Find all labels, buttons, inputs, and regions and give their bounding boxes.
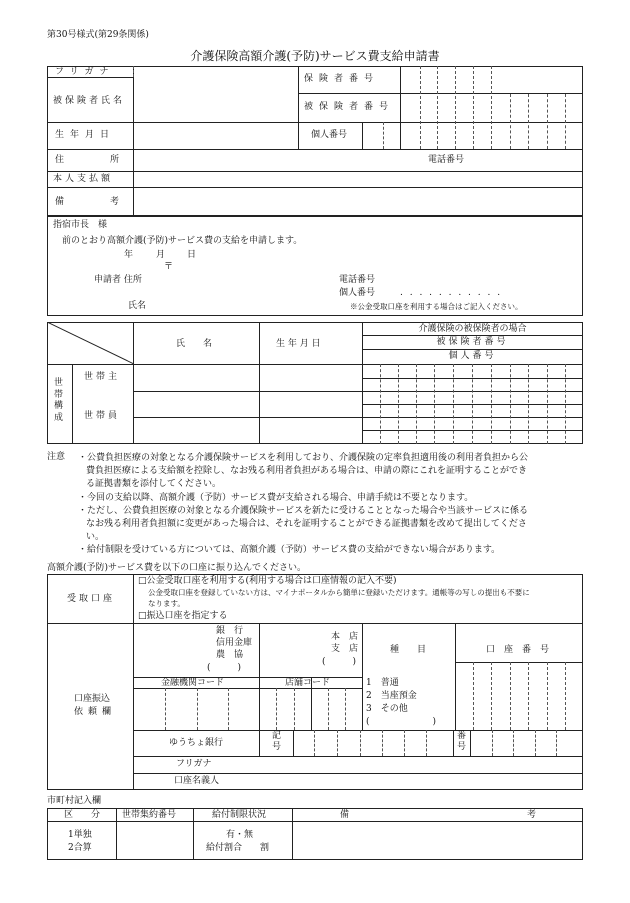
col-personal-no-header: 個人番号 bbox=[448, 351, 497, 361]
month-label: 月 bbox=[156, 250, 166, 260]
transfer-request-label-2: 依頼欄 bbox=[74, 707, 117, 717]
bank-type-shinkin: 信用金庫 bbox=[216, 638, 253, 648]
branch-name-field[interactable] bbox=[260, 624, 326, 677]
application-statement: 前のとおり高額介護(予防)サービス費の支給を申請します。 bbox=[62, 236, 303, 246]
kubun-combined: 2合算 bbox=[68, 843, 92, 853]
branch-type-main: 本 店 bbox=[331, 632, 359, 642]
branch-type-branch: 支 店 bbox=[331, 644, 359, 654]
account-holder-field[interactable] bbox=[260, 774, 583, 790]
insurer-number-field[interactable] bbox=[400, 67, 583, 93]
col-name-header: 氏 名 bbox=[176, 339, 213, 349]
account-kind-ordinary[interactable]: 1 普通 bbox=[366, 678, 399, 688]
address-field[interactable] bbox=[134, 150, 424, 171]
col-kubun-header: 区 分 bbox=[64, 810, 101, 820]
notes-list bbox=[78, 452, 583, 558]
postal-mark: 〒 bbox=[164, 262, 174, 272]
household-head-label: 世帯主 bbox=[84, 372, 121, 382]
public-account-note-2: なります。 bbox=[148, 599, 185, 608]
col-biko-header-2: 考 bbox=[527, 810, 537, 820]
bank-type-paren: ( ) bbox=[207, 663, 242, 673]
branch-type-paren: ( ) bbox=[322, 657, 357, 667]
col-kyufu-header: 給付制限状況 bbox=[212, 810, 267, 820]
applicant-personal-no-label: 個人番号 bbox=[339, 288, 376, 298]
institution-code-label: 金融機関コード bbox=[161, 678, 225, 688]
receive-account-label: 受取口座 bbox=[67, 594, 116, 604]
furigana-label: フリガナ bbox=[55, 67, 115, 77]
remarks-label: 備考 bbox=[55, 197, 166, 207]
branch-code-label: 店舗コード bbox=[285, 678, 331, 688]
insured-name-label: 被保険者氏名 bbox=[53, 96, 126, 106]
insured-number-label: 被保険者番号 bbox=[304, 102, 395, 112]
household-composition-label: 世帯構成 bbox=[54, 378, 64, 424]
account-holder-kana-label: フリガナ bbox=[176, 759, 212, 769]
year-label: 年 bbox=[124, 250, 134, 260]
account-holder-kana-field[interactable] bbox=[260, 757, 583, 773]
account-kind-other-paren: ( ) bbox=[366, 717, 437, 727]
mayor-addressee: 指宿市長 様 bbox=[53, 220, 108, 230]
specify-account-option[interactable]: □振込口座を指定する bbox=[138, 611, 228, 621]
office-use-label: 市町村記入欄 bbox=[47, 796, 102, 806]
applicant-phone-label: 電話番号 bbox=[339, 275, 376, 285]
note-1: ・公費負担医療の対象となる介護保険サービスを利用しており、介護保険の定率負担適用後の利用者負担から公 費負担医療による支給額を控除し、なお残る利用者負担がある場合は、申請の際にこれを証明することができ る証拠書類を添付してください。 bbox=[78, 453, 529, 490]
public-account-option[interactable]: □公金受取口座を利用する(利用する場合は口座情報の記入不要) bbox=[138, 576, 397, 586]
form-title: 介護保険高額介護(予防)サービス費支給申請書 bbox=[190, 49, 440, 63]
kyufu-yes-no: 有・無 bbox=[226, 830, 254, 840]
kyufu-ratio: 給付割合 割 bbox=[206, 843, 270, 853]
self-pay-label: 本人支払額 bbox=[53, 174, 114, 184]
household-head-name-field[interactable] bbox=[134, 365, 259, 391]
notes-label: 注意 bbox=[47, 452, 66, 462]
bank-intro: 高額介護(予防)サービス費を以下の口座に振り込んでください。 bbox=[47, 563, 307, 573]
applicant-name-label: 氏名 bbox=[128, 301, 147, 311]
insurer-number-label: 保険者番号 bbox=[304, 74, 380, 84]
account-number-header: 口 座 番 号 bbox=[486, 645, 550, 655]
yucho-kigo-label: 記号 bbox=[272, 731, 282, 752]
public-account-note-1: 公金受取口座を登録していない方は、マイナポータルから簡単に登録いただけます。通帳等の写しの提出も不要に bbox=[148, 588, 530, 597]
account-kind-current[interactable]: 2 当座預金 bbox=[366, 691, 417, 701]
form-number: 第30号様式(第29条関係) bbox=[47, 30, 149, 40]
day-label: 日 bbox=[187, 250, 197, 260]
address-label: 住所 bbox=[55, 155, 166, 165]
note-4: ・給付制限を受けている方については、高額介護（予防）サービス費の支給ができない場合があります。 bbox=[78, 545, 501, 556]
account-kind-other[interactable]: 3 その他 bbox=[366, 704, 408, 714]
applicant-address-label: 申請者 住所 bbox=[94, 275, 142, 285]
note-3: ・ただし、公費負担医療の対象となる介護保険サービスを新たに受けることとなった場合や当該サービスに係る なお残る利用者負担額に変更があった場合は、それを証明することができる証拠書類を改めて提出してくださ い。 bbox=[78, 505, 529, 543]
note-2: ・今回の支給以降、高額介護（予防）サービス費が支給される場合、申請手続は不要となります。 bbox=[78, 492, 474, 503]
personal-number-label: 個人番号 bbox=[311, 130, 348, 140]
bank-name-field[interactable] bbox=[134, 624, 214, 677]
col-insured-no-header: 被保険者番号 bbox=[436, 337, 509, 347]
col-biko-header-1: 備 bbox=[340, 810, 350, 820]
col-insured-case-header: 介護保険の被保険者の場合 bbox=[418, 324, 527, 334]
phone-label: 電話番号 bbox=[428, 155, 465, 165]
insured-name-field[interactable] bbox=[134, 78, 298, 122]
insured-number-field[interactable] bbox=[400, 94, 583, 122]
yucho-bank-label: ゆうちょ銀行 bbox=[169, 738, 224, 748]
personal-number-field[interactable] bbox=[363, 123, 583, 149]
account-holder-label: 口座名義人 bbox=[174, 776, 220, 786]
household-member1-name-field[interactable] bbox=[134, 392, 259, 417]
bank-type-nokyo: 農 協 bbox=[216, 650, 244, 660]
diagonal-header-line bbox=[47, 322, 134, 364]
birthdate-field[interactable] bbox=[134, 123, 298, 149]
public-account-note: ※公金受取口座を利用する場合はご記入ください。 bbox=[350, 302, 523, 311]
household-member2-name-field[interactable] bbox=[134, 418, 259, 444]
col-birthdate-header: 生 年 月 日 bbox=[276, 339, 321, 349]
household-member-label: 世帯員 bbox=[84, 411, 121, 421]
personal-no-dots: . . . . . . . . . . . bbox=[400, 288, 503, 298]
yucho-bango-label: 番号 bbox=[457, 731, 467, 752]
birthdate-label: 生年月日 bbox=[55, 130, 116, 140]
kubun-single: 1単独 bbox=[68, 830, 92, 840]
transfer-request-label-1: 口座振込 bbox=[74, 694, 111, 704]
col-setai-header: 世帯集約番号 bbox=[122, 810, 177, 820]
bank-type-bank: 銀 行 bbox=[216, 626, 244, 636]
self-pay-field[interactable] bbox=[134, 172, 583, 187]
account-kind-header: 種 目 bbox=[390, 645, 427, 655]
